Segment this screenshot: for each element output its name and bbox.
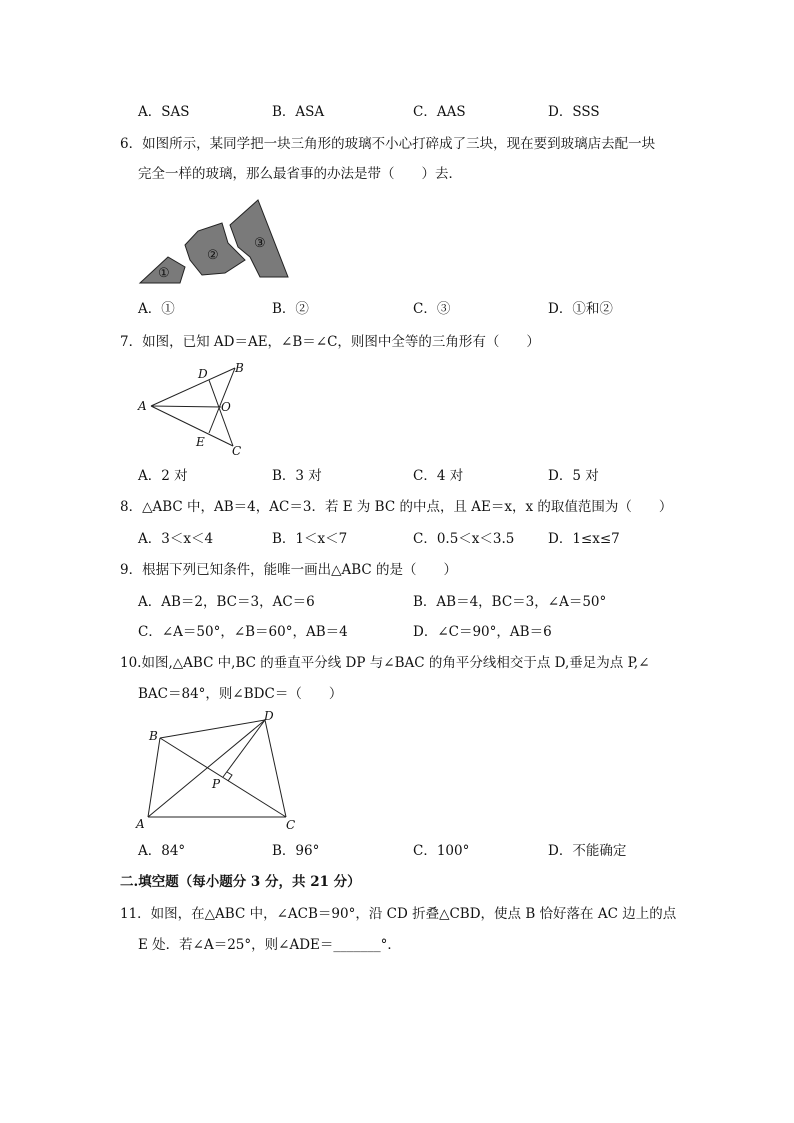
q6-option-b: B．② (272, 301, 309, 317)
q8-option-a: A．3＜x＜4 (138, 531, 214, 547)
q7-option-b: B．3 对 (272, 468, 322, 484)
q10-label-c: C (286, 818, 296, 832)
q9-stem: 9．根据下列已知条件，能唯一画出△ABC 的是（ ） (120, 562, 458, 578)
q8-option-b: B．1＜x＜7 (272, 531, 348, 547)
q11-stem-line1: 11．如图，在△ABC 中，∠ACB＝90°，沿 CD 折叠△CBD，使点 B 恰好落在 AC 边上的点 (120, 906, 677, 922)
q6-option-d: D．①和② (548, 301, 613, 317)
q10-option-a: A．84° (138, 843, 186, 859)
section-2-title: 二.填空题（每小题分 3 分，共 21 分） (120, 874, 361, 890)
q5-option-c: C．AAS (413, 104, 466, 120)
q7-label-d: D (198, 367, 208, 381)
q6-option-c: C．③ (413, 301, 451, 317)
q7-option-c: C．4 对 (413, 468, 464, 484)
q10-option-b: B．96° (272, 843, 320, 859)
q9-option-d: D．∠C＝90°，AB＝6 (413, 624, 552, 640)
q9-option-c: C．∠A＝50°，∠B＝60°，AB＝4 (138, 624, 348, 640)
q5-option-a: A．SAS (138, 104, 190, 120)
q10-stem-line2: BAC＝84°，则∠BDC＝（ ） (138, 686, 343, 702)
q5-option-b: B．ASA (272, 104, 325, 120)
q6-stem-line1: 6．如图所示，某同学把一块三角形的玻璃不小心打碎成了三块，现在要到玻璃店去配一块 (120, 136, 656, 152)
q10-label-d: D (264, 709, 274, 723)
q10-option-d: D．不能确定 (548, 843, 627, 859)
q10-label-a: A (136, 817, 145, 831)
piece-3-label: ③ (254, 236, 266, 251)
q10-quadrilateral-figure (135, 708, 305, 837)
q7-label-o: O (221, 400, 231, 414)
q5-option-d: D．SSS (548, 104, 600, 120)
q9-option-a: A．AB＝2，BC＝3，AC＝6 (138, 594, 315, 610)
q7-label-b: B (235, 361, 244, 375)
q10-label-b: B (149, 729, 158, 743)
q10-option-c: C．100° (413, 843, 470, 859)
q8-stem: 8．△ABC 中，AB＝4，AC＝3．若 E 为 BC 的中点，且 AE＝x，x 的取值范围为（ ） (120, 499, 673, 515)
q10-label-p: P (212, 777, 221, 791)
q6-glass-figure (130, 195, 300, 294)
q11-stem-line2: E 处．若∠A＝25°，则∠ADE＝_______°． (138, 937, 401, 953)
q6-stem-line2: 完全一样的玻璃，那么最省事的办法是带（ ）去． (138, 166, 462, 182)
q8-option-d: D．1≤x≤7 (548, 531, 620, 547)
q8-option-c: C．0.5＜x＜3.5 (413, 531, 515, 547)
q9-option-b: B．AB＝4，BC＝3，∠A＝50° (413, 594, 607, 610)
piece-1-label: ① (158, 266, 170, 281)
q7-label-c: C (232, 444, 242, 458)
q7-option-a: A．2 对 (138, 468, 188, 484)
q10-stem-line1: 10.如图,△ABC 中,BC 的垂直平分线 DP 与∠BAC 的角平分线相交于点 D,垂足为点 P,∠ (120, 655, 650, 671)
piece-2-label: ② (207, 248, 219, 263)
q6-option-a: A．① (138, 301, 175, 317)
q7-label-e: E (196, 435, 205, 449)
q7-triangle-figure (135, 358, 255, 462)
q7-option-d: D．5 对 (548, 468, 599, 484)
q7-label-a: A (138, 399, 147, 413)
q7-stem: 7．如图，已知 AD＝AE，∠B＝∠C，则图中全等的三角形有（ ） (120, 334, 540, 350)
